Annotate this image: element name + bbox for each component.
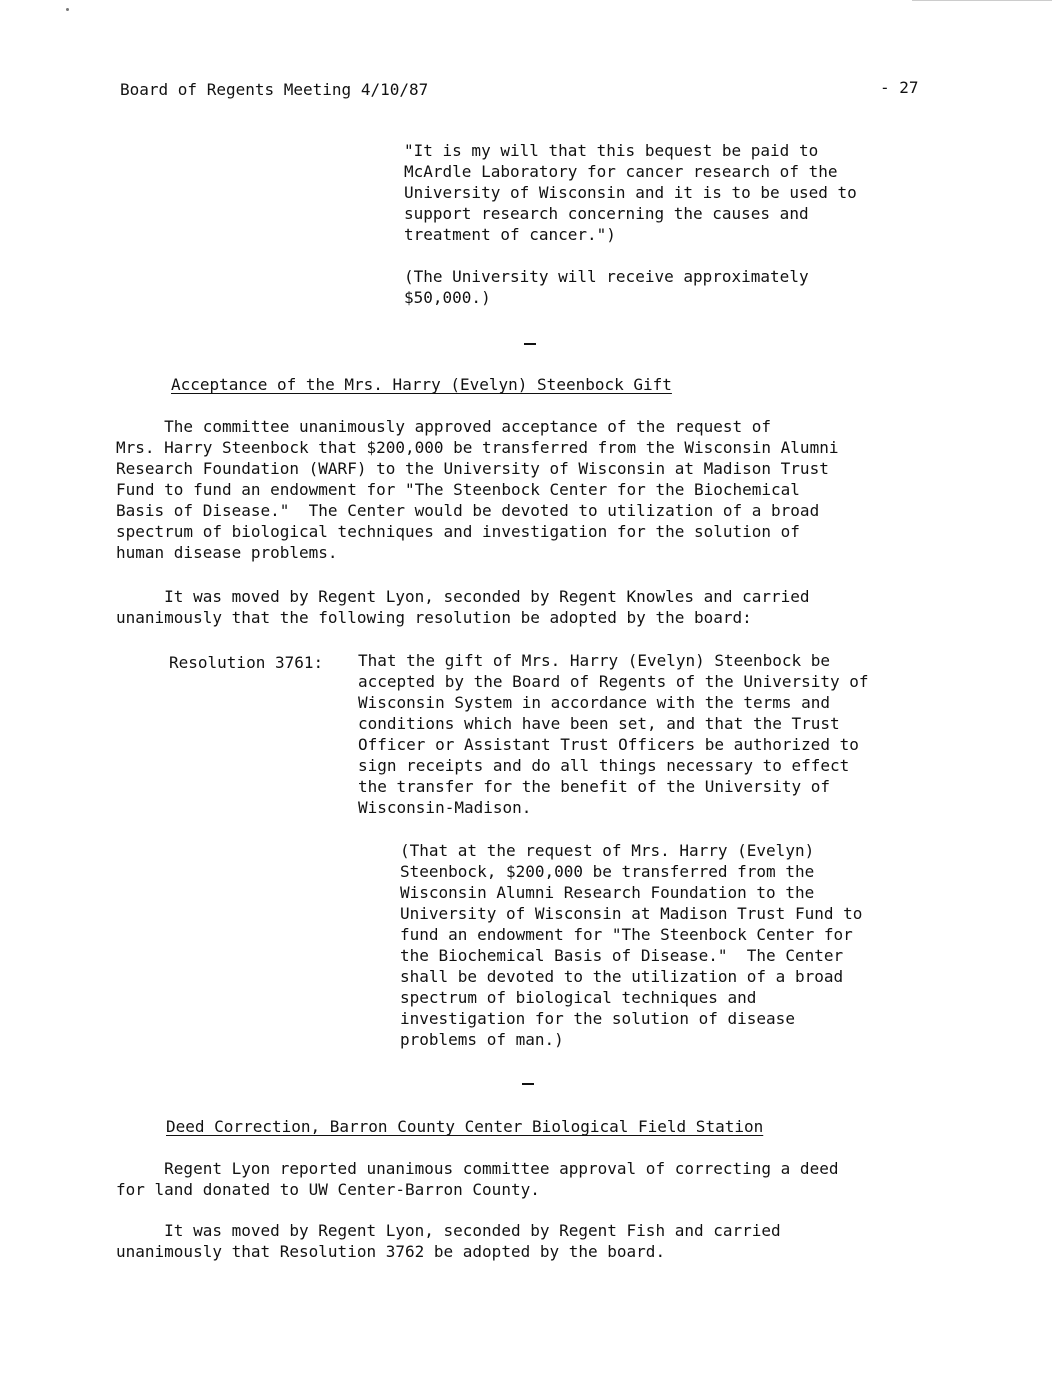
- text-line: "It is my will that this bequest be paid to: [404, 141, 819, 160]
- header-title: Board of Regents Meeting 4/10/87: [120, 80, 429, 99]
- paragraph-deed-motion: [116, 1220, 781, 1262]
- text-line: the Biochemical Basis of Disease." The Center: [400, 946, 844, 965]
- paragraph-motion: [116, 586, 810, 628]
- text-line: Wisconsin-Madison.: [358, 798, 532, 817]
- text-line: Wisconsin Alumni Research Foundation to the: [400, 883, 815, 902]
- text-line: That the gift of Mrs. Harry (Evelyn) Steenbock be: [358, 651, 831, 670]
- text-line: investigation for the solution of disease: [400, 1009, 795, 1028]
- text-line: unanimously that the following resolution be adopted by the board:: [116, 608, 752, 627]
- text-line: Officer or Assistant Trust Officers be authorized to: [358, 735, 859, 754]
- text-line: the transfer for the benefit of the University of: [358, 777, 831, 796]
- text-line: Regent Lyon reported unanimous committee approval of correcting a deed: [116, 1159, 839, 1178]
- resolution-label: Resolution 3761:: [169, 653, 324, 672]
- text-line: conditions which have been set, and that the Trust: [358, 714, 840, 733]
- text-line: sign receipts and do all things necessary to effect: [358, 756, 850, 775]
- text-line: unanimously that Resolution 3762 be adopted by the board.: [116, 1242, 666, 1261]
- section-separator: [522, 1083, 534, 1085]
- text-line: spectrum of biological techniques and: [400, 988, 757, 1007]
- section-separator: [524, 343, 536, 345]
- text-line: accepted by the Board of Regents of the University of: [358, 672, 869, 691]
- text-line: Fund to fund an endowment for "The Steenbock Center for the Biochemical: [116, 480, 800, 499]
- text-line: Steenbock, $200,000 be transferred from the: [400, 862, 815, 881]
- text-line: The committee unanimously approved acceptance of the request of: [116, 417, 772, 436]
- bequest-quote: [404, 140, 857, 245]
- text-line: human disease problems.: [116, 543, 338, 562]
- text-line: University of Wisconsin at Madison Trust Fund to: [400, 904, 863, 923]
- text-line: for land donated to UW Center-Barron County.: [116, 1180, 540, 1199]
- page-number: - 27: [880, 78, 919, 97]
- text-line: Basis of Disease." The Center would be devoted to utilization of a broad: [116, 501, 820, 520]
- text-line: Mrs. Harry Steenbock that $200,000 be transferred from the Wisconsin Alumni: [116, 438, 839, 457]
- bequest-amount: [404, 266, 809, 308]
- text-line: spectrum of biological techniques and investigation for the solution of: [116, 522, 800, 541]
- resolution-text: [358, 650, 869, 818]
- text-line: problems of man.): [400, 1030, 564, 1049]
- scan-edge-line: [912, 0, 1052, 1]
- text-line: shall be devoted to the utilization of a broad: [400, 967, 844, 986]
- paragraph-deed-report: [116, 1158, 838, 1200]
- text-line: (The University will receive approximately: [404, 267, 809, 286]
- text-line: Wisconsin System in accordance with the terms and: [358, 693, 831, 712]
- text-line: $50,000.): [404, 288, 491, 307]
- text-line: treatment of cancer."): [404, 225, 616, 244]
- text-line: It was moved by Regent Lyon, seconded by Regent Fish and carried: [116, 1221, 781, 1240]
- text-line: support research concerning the causes and: [404, 204, 809, 223]
- text-line: McArdle Laboratory for cancer research of the: [404, 162, 838, 181]
- section-heading-steenbock-gift: Acceptance of the Mrs. Harry (Evelyn) Steenbock Gift: [171, 375, 672, 394]
- text-line: University of Wisconsin and it is to be used to: [404, 183, 857, 202]
- text-line: It was moved by Regent Lyon, seconded by Regent Knowles and carried: [116, 587, 810, 606]
- scan-speck: [66, 8, 69, 11]
- section-heading-deed-correction: Deed Correction, Barron County Center Biological Field Station: [166, 1117, 764, 1136]
- text-line: Research Foundation (WARF) to the University of Wisconsin at Madison Trust: [116, 459, 829, 478]
- paragraph-committee-approval: [116, 416, 838, 563]
- resolution-note: [400, 840, 862, 1050]
- text-line: fund an endowment for "The Steenbock Center for: [400, 925, 853, 944]
- text-line: (That at the request of Mrs. Harry (Evelyn): [400, 841, 815, 860]
